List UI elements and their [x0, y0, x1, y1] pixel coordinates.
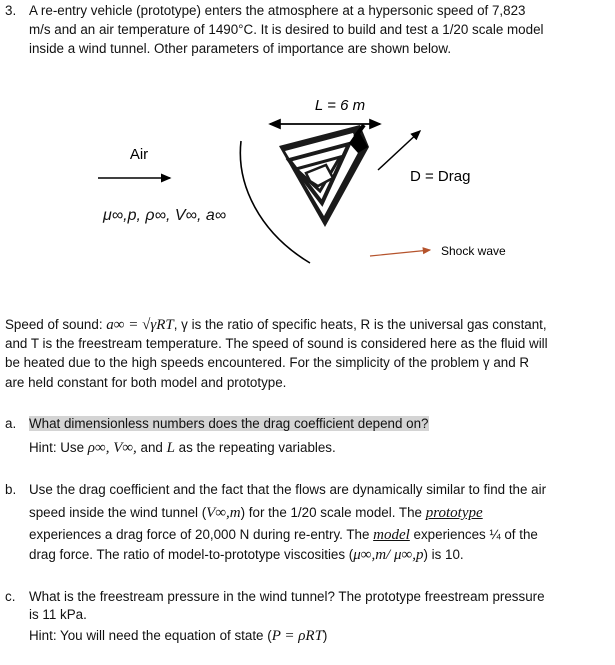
part-a-marker: a.	[5, 416, 17, 431]
shock-wave-pointer-arrow	[370, 250, 430, 256]
hint-variables: ρ∞, V∞,	[87, 440, 137, 456]
question-text-line: inside a wind tunnel. Other parameters of importance are shown below.	[29, 41, 452, 56]
hint-suffix: as the repeating variables.	[174, 440, 336, 455]
part-b-line-1: Use the drag coefficient and the fact that the flows are dynamically similar to find the air	[29, 482, 547, 497]
reentry-figure	[0, 85, 615, 285]
drag-arrow	[378, 131, 420, 170]
question-number: 3.	[5, 3, 17, 18]
length-label: L = 6 m	[314, 97, 366, 114]
part-b-text: experiences ¼ of the	[409, 527, 538, 542]
model-emphasis: model	[373, 527, 410, 543]
air-label: Air	[129, 146, 149, 163]
drag-label: D = Drag	[410, 168, 471, 185]
shock-wave-label: Shock wave	[441, 244, 506, 258]
part-c-hint	[29, 627, 327, 645]
part-c-line-1: What is the freestream pressure in the wind tunnel? The prototype freestream pressure	[29, 589, 545, 604]
part-b-line-4	[29, 546, 464, 564]
sound-line-3: be heated due to the high speeds encountered. For the simplicity of the problem γ and R	[5, 355, 530, 370]
part-b-line-3	[29, 526, 538, 544]
equation-of-state: P = ρRT	[271, 628, 323, 644]
part-a-question: What dimensionless numbers does the drag coefficient depend on?	[29, 416, 429, 431]
sound-line-2: and T is the freestream temperature. The speed of sound is considered here as the fluid will	[5, 336, 548, 351]
prototype-emphasis: prototype	[425, 505, 483, 521]
part-b-text: ) for the 1/20 scale model. The	[240, 505, 426, 520]
viscosity-ratio: μ∞,m/ μ∞,p	[353, 547, 424, 563]
part-a-question-wrap	[29, 415, 429, 433]
freestream-params-label: μ∞,p, ρ∞, V∞, a∞	[103, 207, 227, 224]
question-text-line: m/s and an air temperature of 1490°C. It is desired to build and test a 1/20 scale model	[29, 22, 544, 37]
part-b-text: drag force. The ratio of model-to-prototype viscosities (	[29, 547, 354, 562]
model-speed-var: V∞,m	[206, 505, 241, 521]
part-b-text: ) is 10.	[423, 547, 464, 562]
part-b-text: experiences a drag force of 20,000 N during re-entry. The	[29, 527, 374, 542]
sound-intro: Speed of sound:	[5, 317, 107, 332]
part-a-hint	[29, 439, 336, 457]
part-c-hint-text: Hint: You will need the equation of state (	[29, 628, 272, 643]
hint-prefix: Hint: Use	[29, 440, 88, 455]
capsule-icon	[279, 125, 369, 227]
question-text-line: A re-entry vehicle (prototype) enters the atmosphere at a hypersonic speed of 7,823	[29, 3, 526, 18]
part-c-marker: c.	[5, 589, 16, 604]
sound-line-1	[5, 316, 547, 334]
part-b-marker: b.	[5, 482, 17, 497]
part-c-hint-close: )	[322, 628, 328, 643]
hint-and: and	[136, 440, 167, 455]
part-c-line-2: is 11 kPa.	[29, 607, 87, 622]
sound-text: , γ is the ratio of specific heats, R is the universal gas constant,	[173, 317, 547, 332]
hint-length-var: L	[166, 440, 175, 456]
sound-formula: a∞ = √γRT	[106, 317, 174, 333]
part-b-text: speed inside the wind tunnel (	[29, 505, 207, 520]
part-b-line-2	[29, 504, 483, 522]
sound-line-4: are held constant for both model and prototype.	[5, 375, 287, 390]
